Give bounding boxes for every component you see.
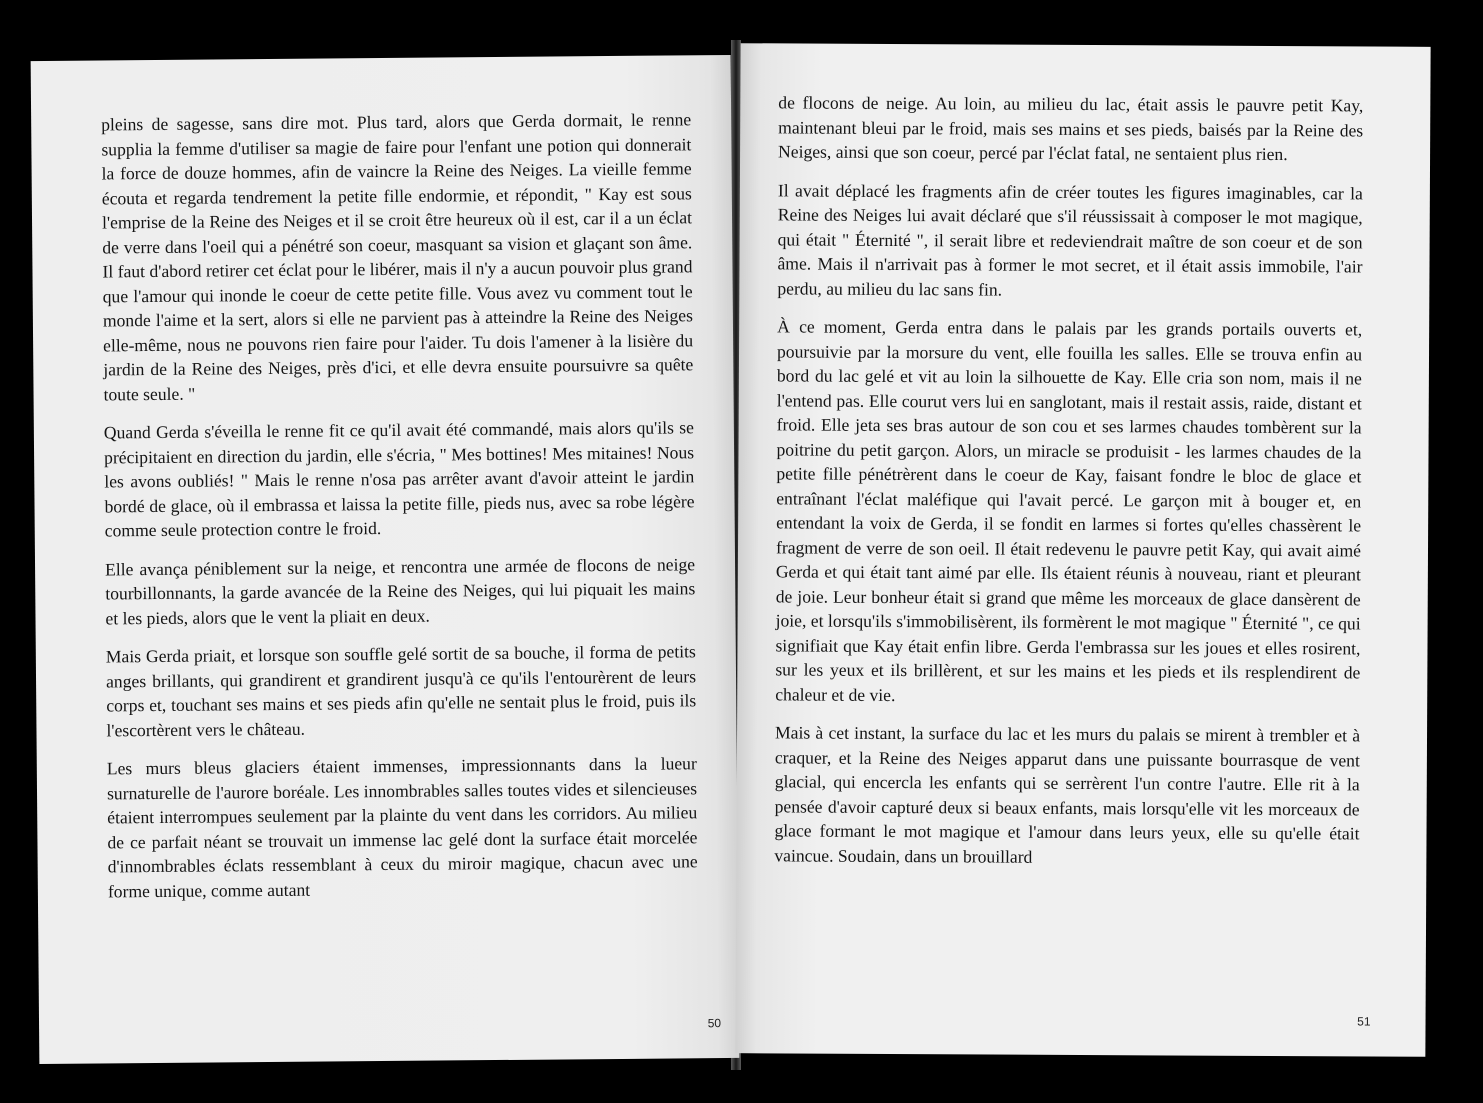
right-paragraph-3: À ce moment, Gerda entra dans le palais par les grands portails ouverts et, poursuivie par la morsure du vent, elle fouilla les salles. Elle se trouva enfin au bord du lac gelé et vit au loin la silhouette de Kay. Elle cria son nom, mais il ne l'entend pas. Elle courut vers lui en sanglotant, mais il restait assis, raide, distant et froid. Elle jeta ses bras autour de son cou et ses larmes chaudes tombèrent sur la poitrine du petit garçon. Alors, un miracle se produisit - les larmes chaudes de la petite fille pénétrèrent dans le coeur de Kay, faisant fondre le bloc de glace et entraînant l'éclat maléfique qui l'avait percé. Le garçon mit à bouger et, en entendant la voix de Gerda, il se fondit en larmes si fortes qu'elles chassèrent le fragment de verre de son oeil. Il était redevenu le pauvre petit Kay, qui avait aimé Gerda et qui était tant aimé par elle. Ils étaient réunis à nouveau, riant et pleurant de joie. Leur bonheur était si grand que même les morceaux de glace dansèrent de joie, et lorsqu'ils s'immobilisèrent, ils formèrent le mot magique " Éternité ", ce qui signifiait que Kay était enfin libre. Gerda l'embrassa sur les joues et elles rosirent, sur les yeux et ils brillèrent, et sur les mains et les pieds et ils resplendirent de chaleur et de vie. xyxy=(775,316,1363,705)
right-paragraph-2: Il avait déplacé les fragments afin de créer toutes les figures imaginables, car la Reine des Neiges lui avait déclaré que s'il réussissait à composer le mot magique, qui était " Éternité ", il serait libre et redeviendrait maître de son coeur et de son âme. Mais il n'arrivait pas à former le mot secret, et il était assis immobile, l'air perdu, au milieu du lac sans fin. xyxy=(777,179,1363,300)
left-paragraph-4: Mais Gerda priait, et lorsque son souffle gelé sortit de sa bouche, il forma de petits anges brillants, qui grandirent et grandirent jusqu'à ce qu'ils l'entourèrent de leurs corps et, touchant ses mains et ses pieds afin qu'elle ne sentait plus le froid, puis ils l'escortèrent vers le château. xyxy=(105,641,697,740)
right-paragraph-1: de flocons de neige. Au loin, au milieu du lac, était assis le pauvre petit Kay, maintenant bleui par le froid, mais ses mains et ses pieds, baisés par la Reine des Neiges, ainsi que son coeur, percé par l'éclat fatal, ne sentaient plus rien. xyxy=(778,92,1364,165)
left-paragraph-1: pleins de sagesse, sans dire mot. Plus tard, alors que Gerda dormait, le renne supplia la femme d'utiliser sa magie de faire pour l'enfant une potion qui donnerait la force de douze hommes, afin de vaincre la Reine des Neiges. La vieille femme écouta et regarda tendrement la petite fille endormie, et répondit, " Kay est sous l'emprise de la Reine des Neiges et il se croit être heureux où il est, car il a un éclat de verre dans l'oeil qui a pénétré son coeur, masquant sa vision et glaçant son âme. Il faut d'abord retirer cet éclat pour le libérer, mais il n'y a aucun pouvoir plus grand que l'amour qui inonde le coeur de cette petite fille. Vous avez vu comment tout le monde l'aime et la sert, alors si elle ne parvient pas à atteindre la Reine des Neiges elle-même, nous ne pouvons rien faire pour l'aider. Tu dois l'amener à la lisière du jardin de la Reine des Neiges, près d'ici, et elle devra ensuite poursuivre sa quête toute seule. " xyxy=(101,109,694,404)
left-page-text xyxy=(101,107,698,917)
left-paragraph-3: Elle avança péniblement sur la neige, et rencontra une armée de flocons de neige tourbillonnants, la garde avancée de la Reine des Neiges, qui lui piquait les mains et les pieds, alors que le vent la pliait en deux. xyxy=(104,553,696,628)
left-paragraph-2: Quand Gerda s'éveilla le renne fit ce qu'il avait été commandé, mais alors qu'ils se précipitaient en direction du jardin, elle s'écria, " Mes bottines! Mes mitaines! Nous les avons oubliés! " Mais le renne n'osa pas arrêter avant d'avoir atteint le jardin bordé de glace, où il embrassa et laissa la petite fille, pieds nus, avec sa robe légère comme seule protection contre le froid. xyxy=(103,417,695,541)
right-page xyxy=(735,43,1430,1057)
right-paragraph-4: Mais à cet instant, la surface du lac et les murs du palais se mirent à trembler et à craquer, et la Reine des Neiges apparut dans une puissante bourrasque de vent glacial, qui encercla les enfants qui se serrèrent l'un contre l'autre. Elle rit à la pensée d'avoir capturé deux si beaux enfants, mais lorsqu'elle vit les morceaux de glace formant le mot magique et l'amour dans leurs yeux, elle su qu'elle était vaincue. Soudain, dans un brouillard xyxy=(774,722,1361,867)
left-page-number: 50 xyxy=(707,1016,722,1031)
right-page-number: 51 xyxy=(1357,1014,1371,1029)
left-paragraph-5: Les murs bleus glaciers étaient immenses, impressionnants dans la lueur surnaturelle de l'aurore boréale. Les innombrables salles toutes vides et silencieuses étaient interrompues seulement par la plainte du vent dans les corridors. Au milieu de ce parfait néant se trouvait un immense lac gelé dont la surface était morcelée d'innombrables éclats ressemblant à ceux du miroir magique, chacun avec une forme unique, comme autant xyxy=(106,753,698,901)
left-page xyxy=(31,55,740,1064)
right-page-text xyxy=(774,90,1363,884)
